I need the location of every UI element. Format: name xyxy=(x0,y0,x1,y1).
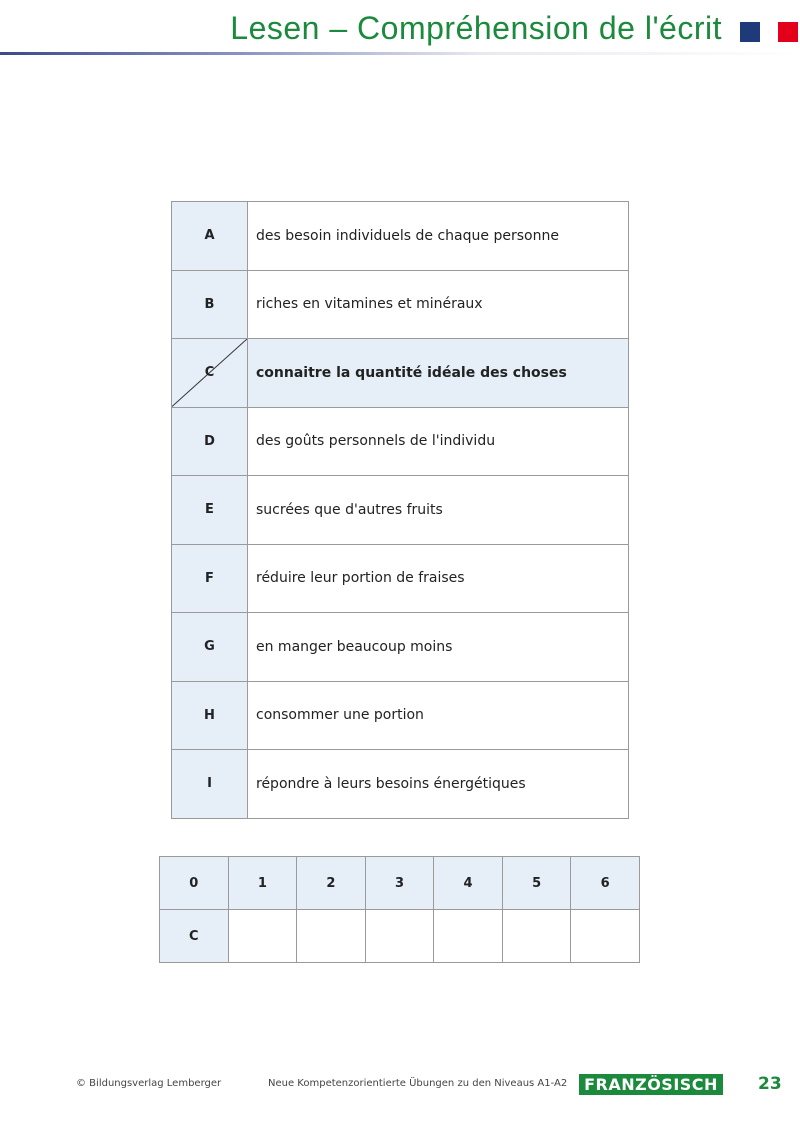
row-letter: E xyxy=(172,476,248,545)
answer-cell[interactable] xyxy=(365,910,434,963)
row-letter: H xyxy=(172,681,248,750)
row-letter: F xyxy=(172,544,248,613)
row-letter-label: C xyxy=(204,365,215,381)
matching-table xyxy=(171,201,629,819)
row-text: réduire leur portion de fraises xyxy=(248,544,629,613)
answer-header-cell: 4 xyxy=(434,857,503,910)
table-row xyxy=(172,407,629,476)
answer-cell[interactable] xyxy=(571,910,640,963)
table-row xyxy=(172,750,629,819)
row-text: des besoin individuels de chaque personne xyxy=(248,202,629,271)
page-title: Lesen – Compréhension de l'écrit xyxy=(230,10,722,46)
answer-header-cell: 1 xyxy=(228,857,297,910)
answer-cell-example: C xyxy=(160,910,229,963)
table-row xyxy=(172,544,629,613)
row-letter: D xyxy=(172,407,248,476)
answer-row xyxy=(160,910,640,963)
row-text: en manger beaucoup moins xyxy=(248,613,629,682)
footer-copyright: © Bildungsverlag Lemberger xyxy=(76,1078,222,1089)
row-letter: G xyxy=(172,613,248,682)
answer-header-cell: 6 xyxy=(571,857,640,910)
answer-cell[interactable] xyxy=(228,910,297,963)
answer-header-cell: 5 xyxy=(502,857,571,910)
row-text: sucrées que d'autres fruits xyxy=(248,476,629,545)
row-letter: I xyxy=(172,750,248,819)
subject-badge: FRANZÖSISCH xyxy=(579,1074,723,1095)
answer-header-cell: 2 xyxy=(297,857,366,910)
row-letter: A xyxy=(172,202,248,271)
flag-red-square xyxy=(778,22,798,42)
answer-header-cell: 0 xyxy=(160,857,229,910)
table-row xyxy=(172,202,629,271)
row-letter-crossed xyxy=(172,339,248,408)
answer-cell[interactable] xyxy=(297,910,366,963)
footer-description: Neue Kompetenzorientierte Übungen zu den Niveaus A1-A2 xyxy=(268,1078,568,1089)
page-number: 23 xyxy=(758,1074,782,1094)
answer-cell[interactable] xyxy=(502,910,571,963)
table-row-used-example xyxy=(172,339,629,408)
answer-grid xyxy=(159,856,640,963)
row-text: connaitre la quantité idéale des choses xyxy=(248,339,629,408)
table-row xyxy=(172,681,629,750)
table-row xyxy=(172,270,629,339)
answer-header-row xyxy=(160,857,640,910)
header-divider xyxy=(0,52,800,55)
answer-cell[interactable] xyxy=(434,910,503,963)
row-text: répondre à leurs besoins énergétiques xyxy=(248,750,629,819)
row-text: riches en vitamines et minéraux xyxy=(248,270,629,339)
answer-header-cell: 3 xyxy=(365,857,434,910)
table-row xyxy=(172,476,629,545)
table-row xyxy=(172,613,629,682)
row-letter: B xyxy=(172,270,248,339)
flag-blue-square xyxy=(740,22,760,42)
row-text: des goûts personnels de l'individu xyxy=(248,407,629,476)
row-text: consommer une portion xyxy=(248,681,629,750)
